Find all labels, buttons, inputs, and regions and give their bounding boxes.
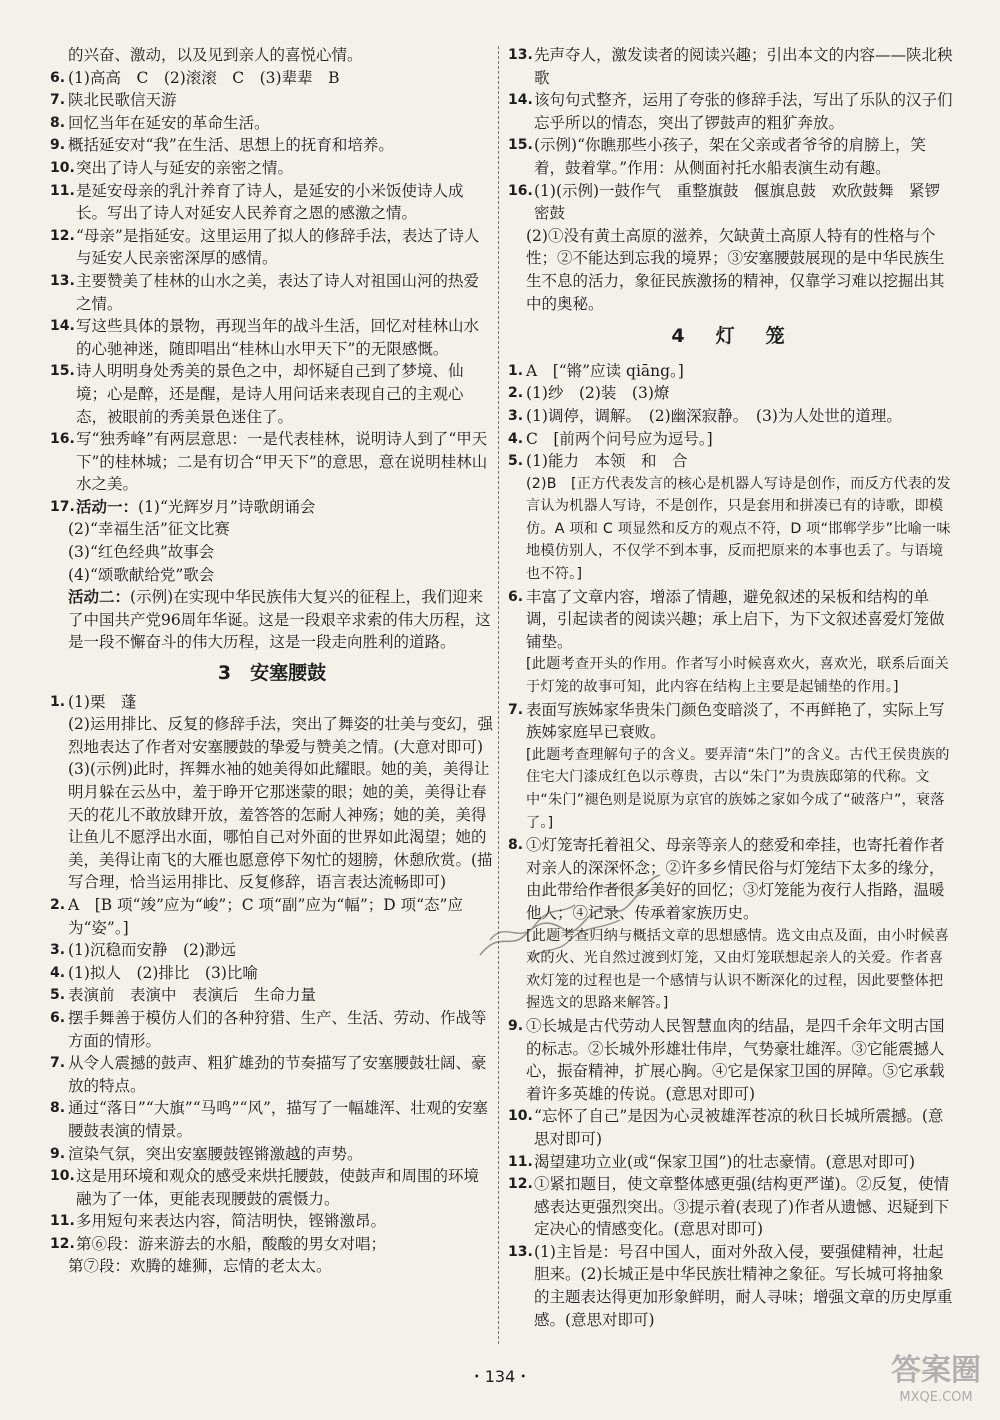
watermark-text: 答案圈 [891, 1353, 981, 1388]
s3-answer-item-8: 8. 通过“落日”“大旗”“马鸣”“风”，描写了一幅雄浑、壮观的安塞腰鼓表演的情景。 [50, 1099, 488, 1140]
answer-item-10: 10. 突出了诗人与延安的亲密之情。 [50, 158, 294, 177]
answer-item-11: 11. 是延安母亲的乳汁养育了诗人，是延安的小米饭使诗人成长。写出了诗人对延安人民养育之恩的感激之情。 [50, 181, 464, 223]
answer-item-15: 15. 诗人明明身处秀美的景色之中，却怀疑自己到了梦境、仙境；心是醉，还是醒，是诗人用问话来表现自己的主观心态，被眼前的秀美景色迷住了。 [50, 362, 464, 426]
intro-text: 的兴奋、激动，以及见到亲人的喜悦心情。 [68, 46, 363, 64]
s3-answer-item-6: 6. 摆手舞善于模仿人们的各种狩猎、生产、生活、劳动、作战等方面的情形。 [50, 1008, 487, 1050]
activity-two: 活动二：(示例)在实现中华民族伟大复兴的征程上，我们迎来了中国共产党96周年华诞。这是一段艰辛求索的伟大历程，这是一段不懈奋斗的伟大历程，这是一段走向胜利的道路。 [68, 587, 491, 652]
s4-answer-item-4: 4. C [前两个问号应为逗号。] [508, 429, 713, 448]
s4-item-8-note: [此题考查归纳与概括文章的思想感情。选文由点及面，由小时候喜欢的火、光自然过渡到灯笼，又由灯笼联想起亲人的关爱。作者喜欢灯笼的过程也是一个感情与认识不断深化的过程，因此要整体把握选文的思路来解答。] [526, 927, 949, 1012]
answer-item-14: 14. 写这些具体的景物，再现当年的战斗生活，回忆对桂林山水的心驰神迷，随即唱出“桂林山水甲天下”的无限感慨。 [50, 317, 480, 358]
answer-item-17: 17. 活动一：(1)“光辉岁月”诗歌朗诵会 [50, 496, 316, 516]
s4-answer-item-8: 8. ①灯笼寄托着祖父、母亲等亲人的慈爱和牵挂，也寄托着作者对亲人的深深怀念；②许多乡情民俗与灯笼结下太多的缘分，由此带给作者很多美好的回忆；③灯笼能为夜行人指路，温暖他人；④记录、传承着家族历史。 [508, 836, 945, 922]
section-4-title: 4 灯 笼 [671, 325, 791, 348]
s4-answer-item-6: 6. 丰富了文章内容，增添了情趣，避免叙述的呆板和结构的单调，引起读者的阅读兴趣；承上启下，为下文叙述喜爱灯笼做铺垫。 [508, 587, 945, 651]
right-column [508, 44, 954, 1331]
column-divider [498, 46, 499, 1344]
s3-answer-item-13: 13. 先声夺人，激发读者的阅读兴趣；引出本文的内容——陕北秧歌 [508, 46, 953, 87]
answer-item-9: 9. 概括延安对“我”在生活、思想上的抚育和培养。 [50, 136, 394, 155]
left-column [50, 44, 494, 1278]
s3-answer-item-1: 1. (1)栗 蓬 [50, 692, 137, 711]
s3-item-16-part-2: (2)①没有黄土高原的滋养，欠缺黄土高原人特有的性格与个性；②不能达到忘我的境界；③安塞腰鼓展现的是中华民族生生不息的活力，象征民族激扬的精神，仅靠学习难以挖掘出其中的奥秘。 [526, 226, 945, 313]
answer-item-6: 6. (1)高高 C (2)滚滚 C (3)辈辈 B [50, 68, 340, 87]
page-number: ・134・ [468, 1367, 532, 1386]
s4-answer-item-9: 9. ①长城是古代劳动人民智慧血肉的结晶，是四千余年文明古国的标志。②长城外形雄壮伟岸，气势豪壮雄浑。③它能震撼人心，振奋精神，扩展心胸。④它是保家卫国的屏障。⑤它承载着许多英雄的传说。(意思对即可) [508, 1016, 945, 1103]
s4-answer-item-1: 1. A [“锵”应读 qiāng。] [508, 361, 684, 380]
s4-item-5-part-2: (2)B [正方代表发言的核心是机器人写诗是创作，而反方代表的发言认为机器人写诗，不是创作，只是套用和拼凑已有的诗歌，即模仿。A 项和 C 项显然和反方的观点不符，D 项“邯郸学步”比喻一味地模仿别人，不仅学不到本事，反而把原来的本事也丢了。与语境也不符。] [526, 475, 951, 583]
s4-item-7-note: [此题考查理解句子的含义。要弄清“朱门”的含义。古代王侯贵族的住宅大门漆成红色以示尊贵，古以“朱门”为贵族邸第的代称。文中“朱门”褪色则是说原为京官的族姊之家如今成了“破落户”，衰落了。] [526, 746, 950, 831]
s4-answer-item-2: 2. (1)纱 (2)装 (3)燎 [508, 384, 670, 403]
s3-answer-item-5: 5. 表演前 表演中 表演后 生命力量 [50, 986, 317, 1005]
s3-answer-item-14: 14. 该句句式整齐，运用了夸张的修辞手法，写出了乐队的汉子们忘乎所以的情态，突出了锣鼓声的粗犷奔放。 [508, 91, 953, 132]
watermark-logo [886, 1352, 986, 1412]
s3-answer-item-4: 4. (1)拟人 (2)排比 (3)比喻 [50, 963, 258, 982]
s3-answer-item-9: 9. 渲染气氛，突出安塞腰鼓铿锵激越的声势。 [50, 1144, 363, 1163]
s4-answer-item-11: 11. 渴望建功立业(或“保家卫国”)的壮志豪情。(意思对即可) [508, 1152, 916, 1171]
s3-answer-item-7: 7. 从令人震撼的鼓声、粗犷雄劲的节奏描写了安塞腰鼓壮阔、豪放的特点。 [50, 1054, 487, 1095]
s4-answer-item-7: 7. 表面写族姊家华贵朱门颜色变暗淡了，不再鲜艳了，实际上写族姊家庭早已衰败。 [508, 700, 945, 742]
s3-answer-item-16: 16. (1)(示例)一鼓作气 重整旗鼓 偃旗息鼓 欢欣鼓舞 紧锣密鼓 [508, 181, 941, 223]
s4-answer-item-12: 12. ①紧扣题目，使文章整体感更强(结构更严谨)。②反复，使情感表达更强烈突出。③提示着(表现了)作者从遗憾、迟疑到下定决心的情感变化。(意思对即可) [508, 1175, 950, 1239]
s3-item-1-part-3: (3)(示例)此时，挥舞水袖的她美得如此耀眼。她的美，美得让明月躲在云丛中，羞于睁开它那迷蒙的眼；她的美，美得让春天的花儿不敢放肆开放，羞答答的怎耐人神殇；她的美，美得让鱼儿不愿浮出水面，哪怕自己对外面的世界如此渴望；她的美，美得让南飞的大雁也愿意停下匆忙的翅膀，休憩欣赏。(描写合理，恰当运用排比、反复修辞，语言表达流畅即可) [68, 760, 493, 892]
s3-answer-item-3: 3. (1)沉稳而安静 (2)渺远 [50, 941, 236, 960]
s3-answer-item-15: 15. (示例)“你瞧那些小孩子，架在父亲或者爷爷的肩膀上，笑着，鼓着掌。”作用：从侧面衬托水船表演生动有趣。 [508, 136, 927, 177]
answer-item-7: 7. 陕北民歌信天游 [50, 91, 177, 110]
activity-line: (3)“红色经典”故事会 [68, 543, 215, 562]
answer-item-8: 8. 回忆当年在延安的革命生活。 [50, 113, 270, 132]
s4-answer-item-10: 10. “忘怀了自己”是因为心灵被雄浑苍凉的秋日长城所震撼。(意思对即可) [508, 1107, 944, 1148]
answer-item-12: 12. “母亲”是指延安。这里运用了拟人的修辞手法，表达了诗人与延安人民亲密深厚的感情。 [50, 226, 480, 268]
s3-answer-item-10: 10. 这是用环境和观众的感受来烘托腰鼓，使鼓声和周围的环境融为了一体，更能表现腰鼓的震慑力。 [50, 1167, 480, 1208]
activity-line: (2)“幸福生活”征文比赛 [68, 520, 230, 539]
s3-answer-item-2: 2. A [B 项“竣”应为“峻”；C 项“副”应为“幅”；D 项“态”应为“姿”。] [50, 895, 463, 937]
watermark-url: MXQE.COM [899, 1390, 973, 1405]
section-3-title: 3 安塞腰鼓 [217, 662, 327, 685]
answer-item-13: 13. 主要赞美了桂林的山水之美，表达了诗人对祖国山河的热爱之情。 [50, 271, 480, 313]
s3-answer-item-12: 12. 第⑥段：游来游去的水船，酸酸的男女对唱； [50, 1234, 387, 1253]
s4-answer-item-3: 3. (1)调停，调解。 (2)幽深寂静。 (3)为人处世的道理。 [508, 406, 902, 425]
s3-item-12-line-2: 第⑦段：欢腾的雄狮，忘情的老太太。 [68, 1257, 332, 1276]
s4-item-6-note: [此题考查开头的作用。作者写小时候喜欢火，喜欢光，联系后面关于灯笼的故事可知，此内容在结构上主要是起铺垫的作用。] [526, 656, 949, 696]
activity-line: (4)“颂歌献给党”歌会 [68, 565, 215, 584]
s4-answer-item-5: 5. (1)能力 本领 和 合 [508, 452, 688, 471]
s4-answer-item-13: 13. (1)主旨是：号召中国人，面对外敌入侵，要强健精神，壮起胆来。(2)长城正是中华民族壮精神之象征。写长城可将抽象的主题表达得更加形象鲜明，耐人寻味；增强文章的历史厚重感。(意思对即可) [508, 1242, 953, 1329]
handwriting-scribble [470, 860, 670, 970]
answer-item-16: 16. 写“独秀峰”有两层意思：一是代表桂林，说明诗人到了“甲天下”的桂林城；二是有切合“甲天下”的意思，意在说明桂林山水之美。 [50, 430, 488, 494]
s3-item-1-part-2: (2)运用排比、反复的修辞手法，突出了舞姿的壮美与变幻，强烈地表达了作者对安塞腰鼓的挚爱与赞美之情。(大意对即可) [68, 715, 493, 756]
s3-answer-item-11: 11. 多用短句来表达内容，简洁明快，铿锵激昂。 [50, 1212, 387, 1231]
